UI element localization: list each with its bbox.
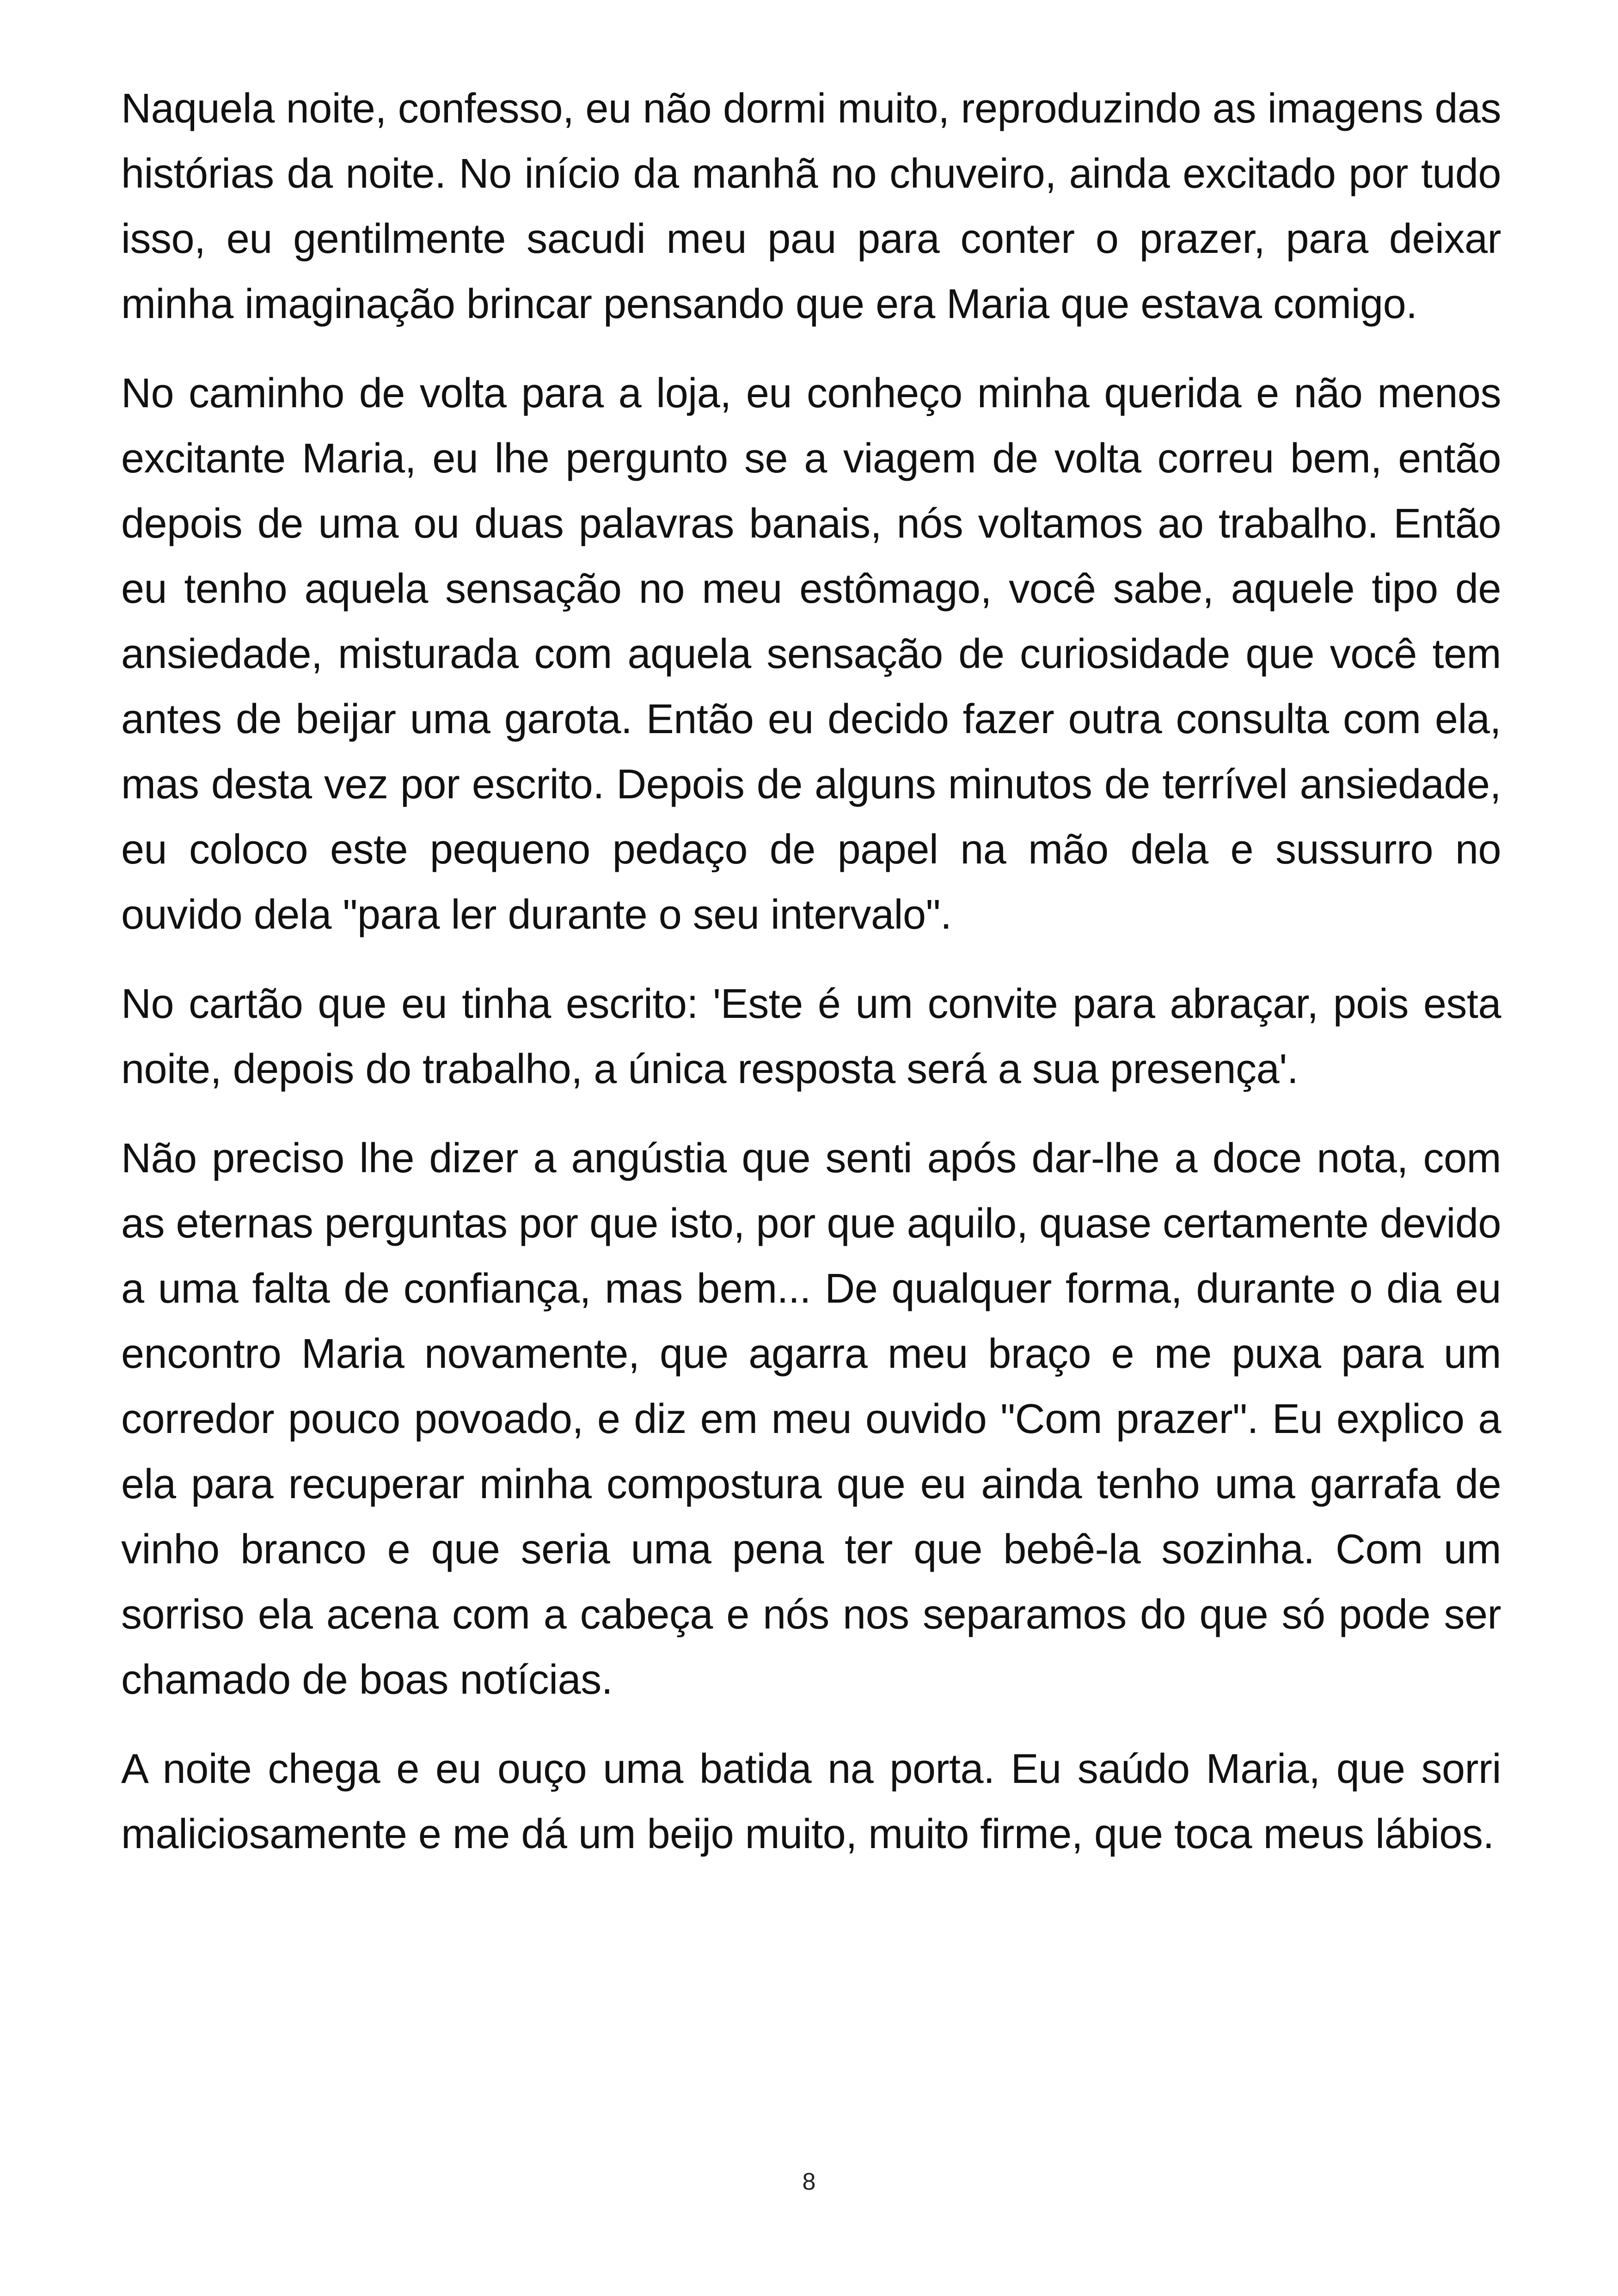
paragraph-4: Não preciso lhe dizer a angústia que senti após dar-lhe a doce nota, com as eternas perguntas por que isto, por que aquilo, quase certamente devido a uma falta de confiança, mas bem... De qualquer forma, durante o dia eu encontro Maria novamente, que agarra meu braço e me puxa para um corredor pouco povoado, e diz em meu ouvido "Com prazer". Eu explico a ela para recuperar minha compostura que eu ainda tenho uma garrafa de vinho branco e que seria uma pena ter que bebê-la sozinha. Com um sorriso ela acena com a cabeça e nós nos separamos do que só pode ser chamado de boas notícias. (121, 1135, 1501, 1703)
paragraph-5: A noite chega e eu ouço uma batida na porta. Eu saúdo Maria, que sorri maliciosamente e me dá um beijo muito, muito firme, que toca meus lábios. (121, 1746, 1501, 1857)
paragraph-2: No caminho de volta para a loja, eu conheço minha querida e não menos excitante Maria, eu lhe pergunto se a viagem de volta correu bem, então depois de uma ou duas palavras banais, nós voltamos ao trabalho. Então eu tenho aquela sensação no meu estômago, você sabe, aquele tipo de ansiedade, misturada com aquela sensação de curiosidade que você tem antes de beijar uma garota. Então eu decido fazer outra consulta com ela, mas desta vez por escrito. Depois de alguns minutos de terrível ansiedade, eu coloco este pequeno pedaço de papel na mão dela e sussurro no ouvido dela "para ler durante o seu intervalo". (121, 370, 1501, 938)
page-number: 8 (802, 2168, 816, 2195)
body-text (121, 76, 1501, 1891)
paragraph-1: Naquela noite, confesso, eu não dormi muito, reproduzindo as imagens das histórias da noite. No início da manhã no chuveiro, ainda excitado por tudo isso, eu gentilmente sacudi meu pau para conter o prazer, para deixar minha imaginação brincar pensando que era Maria que estava comigo. (121, 86, 1501, 327)
paragraph-3: No cartão que eu tinha escrito: 'Este é um convite para abraçar, pois esta noite, depois do trabalho, a única resposta será a sua presença'. (121, 981, 1501, 1092)
